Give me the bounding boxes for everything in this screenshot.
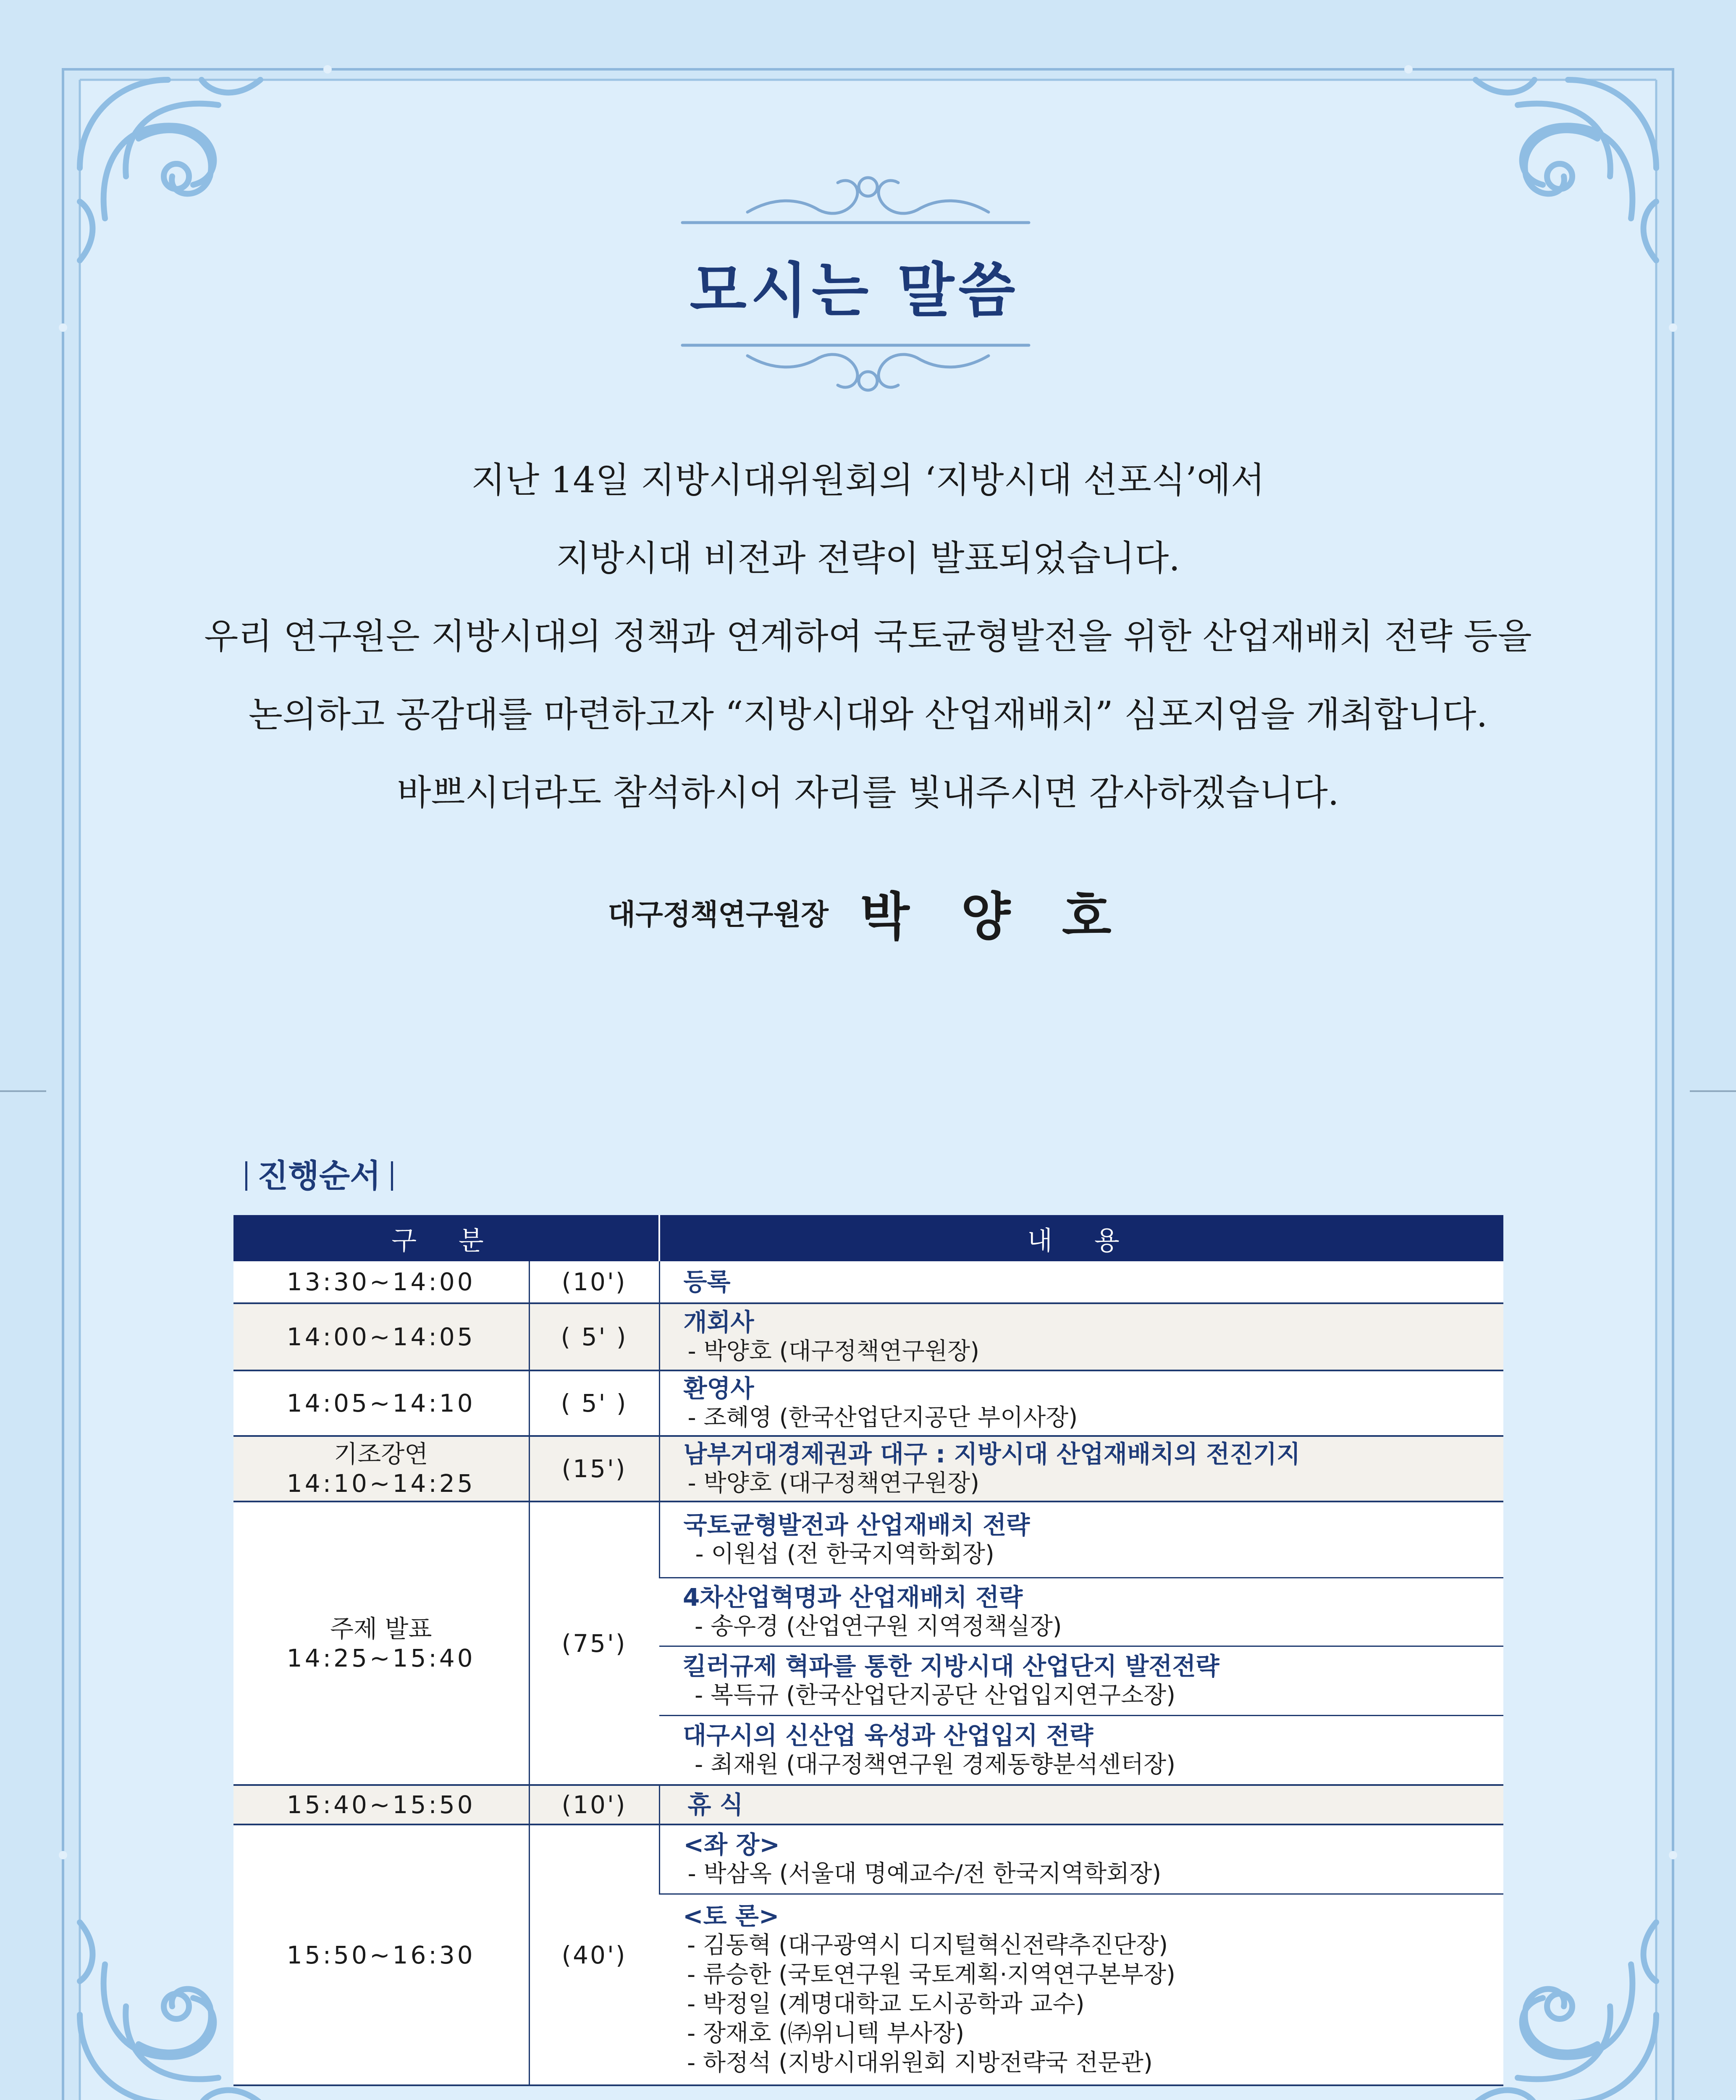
signature-org: 대구정책연구원장 bbox=[608, 898, 829, 932]
panel-cell bbox=[659, 1894, 1503, 2086]
corner-ornament-top-left-icon bbox=[80, 80, 260, 260]
row-title: 환영사 bbox=[683, 1374, 754, 1403]
intro-line-3: 우리 연구원은 지방시대의 정책과 연계하여 국토균형발전을 위한 산업재배치 전략 등을 bbox=[204, 616, 1532, 657]
table-row bbox=[233, 1303, 1503, 1370]
row-time: 13:30~14:00 bbox=[233, 1261, 529, 1303]
table-row bbox=[233, 1436, 1503, 1502]
row-duration: (75') bbox=[529, 1502, 659, 1785]
row-content bbox=[659, 1578, 1503, 1646]
presentation-title: 4차산업혁명과 산업재배치 전략 bbox=[683, 1583, 1023, 1612]
row-content bbox=[659, 1261, 1503, 1303]
row-time: 14:05~14:10 bbox=[233, 1370, 529, 1436]
row-time: 14:00~14:05 bbox=[233, 1303, 529, 1370]
header-content: 내 용 bbox=[659, 1215, 1503, 1261]
row-label: 기조강연 bbox=[334, 1440, 428, 1468]
row-time-cell bbox=[233, 1436, 529, 1502]
presentation-speaker: - 이원섭 (전 한국지역학회장) bbox=[695, 1541, 994, 1568]
row-time: 14:10~14:25 bbox=[286, 1469, 475, 1498]
intro-line-1: 지난 14일 지방시대위원회의 ‘지방시대 선포식’에서 bbox=[471, 459, 1265, 501]
table-row bbox=[233, 1261, 1503, 1303]
presentation-speaker: - 복득규 (한국산업단지공단 산업입지연구소장) bbox=[695, 1682, 1176, 1709]
heading-bar-left bbox=[245, 1161, 247, 1191]
side-tick-right bbox=[1690, 1090, 1736, 1092]
intro-line-4: 논의하고 공감대를 마련하고자 “지방시대와 산업재배치” 심포지엄을 개최합니다. bbox=[248, 694, 1488, 735]
row-content bbox=[659, 1303, 1503, 1370]
row-title: 개회사 bbox=[683, 1308, 754, 1336]
table-row bbox=[233, 1370, 1503, 1436]
row-content bbox=[659, 1646, 1503, 1716]
table-row bbox=[233, 1785, 1503, 1824]
row-label: 주제 발표 bbox=[330, 1614, 432, 1643]
presentation-speaker: - 송우경 (산업연구원 지역정책실장) bbox=[695, 1613, 1062, 1640]
chair-cell bbox=[659, 1824, 1503, 1894]
section-title: 진행순서 bbox=[257, 1157, 381, 1194]
row-title: 휴 식 bbox=[687, 1790, 743, 1819]
panel-member: - 류승한 (국토연구원 국토계획·지역연구본부장) bbox=[687, 1961, 1175, 1988]
panel-title: <토 론> bbox=[683, 1902, 779, 1930]
heading-bar-right bbox=[391, 1161, 393, 1191]
panel-member: - 하정석 (지방시대위원회 지방전략국 전문관) bbox=[687, 2049, 1153, 2076]
signature-name: 박 양 호 bbox=[860, 886, 1128, 947]
presentation-title: 대구시의 신산업 육성과 산업입지 전략 bbox=[683, 1721, 1094, 1750]
presentation-title: 국토균형발전과 산업재배치 전략 bbox=[683, 1511, 1030, 1539]
row-title: 남부거대경제권과 대구 : 지방시대 산업재배치의 전진기지 bbox=[683, 1440, 1301, 1468]
row-time: 15:40~15:50 bbox=[233, 1785, 529, 1824]
table-row bbox=[233, 1502, 1503, 1578]
corner-ornament-top-right-icon bbox=[1476, 80, 1656, 260]
schedule-table bbox=[233, 1215, 1503, 2086]
row-duration: (10') bbox=[529, 1261, 659, 1303]
intro-line-5: 바쁘시더라도 참석하시어 자리를 빛내주시면 감사하겠습니다. bbox=[397, 772, 1339, 813]
table-row bbox=[233, 1824, 1503, 1894]
side-tick-left bbox=[0, 1090, 46, 1092]
row-content bbox=[659, 1502, 1503, 1578]
presentation-title: 킬러규제 혁파를 통한 지방시대 산업단지 발전전략 bbox=[683, 1652, 1219, 1680]
row-content bbox=[659, 1436, 1503, 1502]
row-subtitle: - 조혜영 (한국산업단지공단 부이사장) bbox=[687, 1404, 1078, 1431]
title-block bbox=[680, 168, 1029, 403]
row-time: 14:25~15:40 bbox=[286, 1643, 475, 1672]
table-header-row bbox=[233, 1215, 1503, 1261]
signature bbox=[420, 876, 1316, 949]
panel-member: - 김동혁 (대구광역시 디지털혁신전략추진단장) bbox=[687, 1932, 1168, 1959]
row-duration: ( 5' ) bbox=[529, 1303, 659, 1370]
row-subtitle: - 박양호 (대구정책연구원장) bbox=[687, 1338, 980, 1365]
chair-title: <좌 장> bbox=[683, 1830, 780, 1859]
row-subtitle: - 박양호 (대구정책연구원장) bbox=[687, 1470, 980, 1497]
chair-name: - 박삼옥 (서울대 명예교수/전 한국지역학회장) bbox=[687, 1860, 1162, 1887]
row-duration: (15') bbox=[529, 1436, 659, 1502]
page-title: 모시는 말씀 bbox=[690, 256, 1020, 325]
header-category: 구 분 bbox=[233, 1215, 659, 1261]
row-duration: ( 5' ) bbox=[529, 1370, 659, 1436]
panel-member: - 장재호 (㈜위니텍 부사장) bbox=[687, 2020, 965, 2047]
presentation-speaker: - 최재원 (대구정책연구원 경제동향분석센터장) bbox=[695, 1751, 1176, 1778]
row-duration: (10') bbox=[529, 1785, 659, 1824]
row-duration: (40') bbox=[529, 1824, 659, 2085]
panel-member: - 박정일 (계명대학교 도시공학과 교수) bbox=[687, 1990, 1085, 2018]
invitation-message bbox=[126, 441, 1610, 832]
row-content bbox=[659, 1785, 1503, 1824]
section-heading bbox=[235, 1151, 403, 1197]
row-title: 등록 bbox=[683, 1268, 731, 1296]
row-content bbox=[659, 1370, 1503, 1436]
row-content bbox=[659, 1716, 1503, 1785]
row-time: 15:50~16:30 bbox=[233, 1824, 529, 2085]
row-time-cell bbox=[233, 1502, 529, 1785]
intro-line-2: 지방시대 비전과 전략이 발표되었습니다. bbox=[556, 538, 1180, 579]
